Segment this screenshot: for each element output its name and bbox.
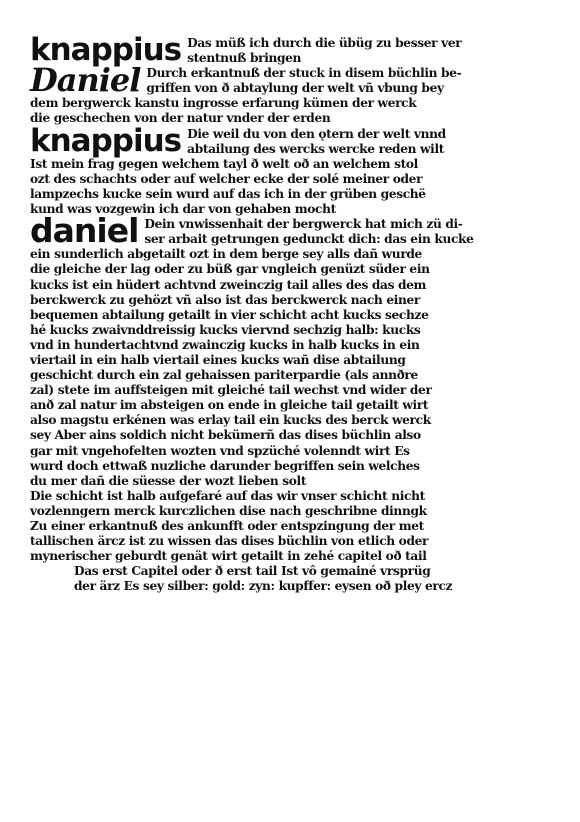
text-line: Dein vnwissenhait der bergwerck hat mich zü di- bbox=[144, 217, 463, 232]
text-line: geschicht durch ein zal gehaissen pariterpardie (als annðre bbox=[30, 368, 418, 383]
text-line: viertail in ein halb viertail eines kucks wañ dise abtailung bbox=[30, 352, 406, 367]
text-line: abtailung des wercks wercke reden wilt bbox=[187, 141, 445, 156]
chapter-heading-line: der ärz Es sey silber: gold: zyn: kupffer: eysen oð pley ercz bbox=[74, 579, 453, 594]
text-line: stentnuß bringen bbox=[187, 51, 302, 66]
text-line: ein sunderlich abgetailt ozt in dem berge sey alls dañ wurde bbox=[30, 247, 422, 262]
speaker-name: Daniel bbox=[30, 61, 141, 100]
text-line: kund was vozgewin ich dar von gehaben mocht bbox=[30, 202, 336, 217]
dialogue-block-2 bbox=[30, 61, 540, 126]
text-line: mynerischer geburdt genät wirt getailt in zehé capitel oð tail bbox=[30, 549, 427, 564]
text-line: anð zal natur im absteigen on ende in gleiche tail getailt wirt bbox=[30, 398, 429, 413]
dialogue-block-3 bbox=[30, 122, 540, 218]
text-line: zal) stete im auffsteigen mit gleiché tail wechst vnd wider der bbox=[30, 383, 432, 398]
dialogue-block-4 bbox=[30, 211, 540, 564]
text-line: kucks ist ein hüdert achtvnd zweinczig tail alles des das dem bbox=[30, 277, 427, 292]
speaker-name: daniel bbox=[30, 211, 139, 251]
text-line: ser arbait getrungen gedunckt dich: das ein kucke bbox=[144, 232, 474, 247]
speaker-name: knappius bbox=[30, 32, 182, 68]
text-line: sey Aber ains soldich nicht bekümerñ das dises büchlin also bbox=[30, 428, 421, 443]
closing-block bbox=[30, 564, 540, 594]
text-line: die geschechen von der natur vnder der erden bbox=[30, 111, 331, 126]
chapter-heading-line: Das erst Capitel oder ð erst tail Ist vô gemainé vrsprüg bbox=[74, 564, 431, 579]
text-line: bequemen abtailung getailt in vier schicht acht kucks sechze bbox=[30, 307, 429, 322]
text-line: berckwerck zu gehözt vñ also ist das berckwerck nach einer bbox=[30, 292, 420, 307]
text-line: Zu einer erkantnuß des ankunfft oder entspzingung der met bbox=[30, 519, 424, 533]
text-line: ozt des schachts oder auf welcher ecke der solé meiner oder bbox=[30, 171, 423, 186]
text-line: dem bergwerck kanstu ingrosse erfarung kümen der werck bbox=[30, 96, 417, 111]
text-line: Das müß ich durch die übüg zu besser ver bbox=[187, 36, 462, 50]
text-line: vozlenngern merck kurczlichen dise nach geschribne dinngk bbox=[30, 503, 427, 518]
text-line: Die weil du von den ǫtern der welt vnnd bbox=[187, 126, 446, 141]
text-line: tallischen ärcz ist zu wissen das dises büchlin von etlich oder bbox=[30, 534, 429, 549]
text-line: lampzechs kucke sein wurd auf das ich in der grüben geschë bbox=[30, 186, 426, 201]
text-line: die gleiche der lag oder zu büß gar vngleich genüzt süder ein bbox=[30, 262, 430, 277]
text-line: Die schicht ist halb aufgefaré auf das wir vnser schicht nicht bbox=[30, 488, 425, 503]
text-line: vnd in hundertachtvnd zwainczig kucks in halb kucks in ein bbox=[30, 337, 420, 352]
text-line: hé kucks zwaivnddreissig kucks viervnd sechzig halb: kucks bbox=[30, 322, 421, 337]
text-line: du mer dañ die süesse der wozt lieben solt bbox=[30, 473, 307, 488]
text-line: gar mit vngehofelten wozten vnd spzüché volenndt wirt Es bbox=[30, 443, 410, 458]
text-line: wurd doch ettwaß nuzliche darunder begriffen sein welches bbox=[30, 458, 420, 473]
text-line: Durch erkantnuß der stuck in disem büchlin be- bbox=[146, 66, 462, 81]
text-line: also magstu erkénen was erlay tail ein kucks des berck werck bbox=[30, 413, 431, 428]
speaker-name: knappius bbox=[30, 122, 182, 159]
text-line: Ist mein frag gegen welchem tayl ð welt oð an welchem stol bbox=[30, 156, 418, 171]
text-line: griffen von ð abtaylung der welt vñ vbung bey bbox=[146, 81, 444, 96]
